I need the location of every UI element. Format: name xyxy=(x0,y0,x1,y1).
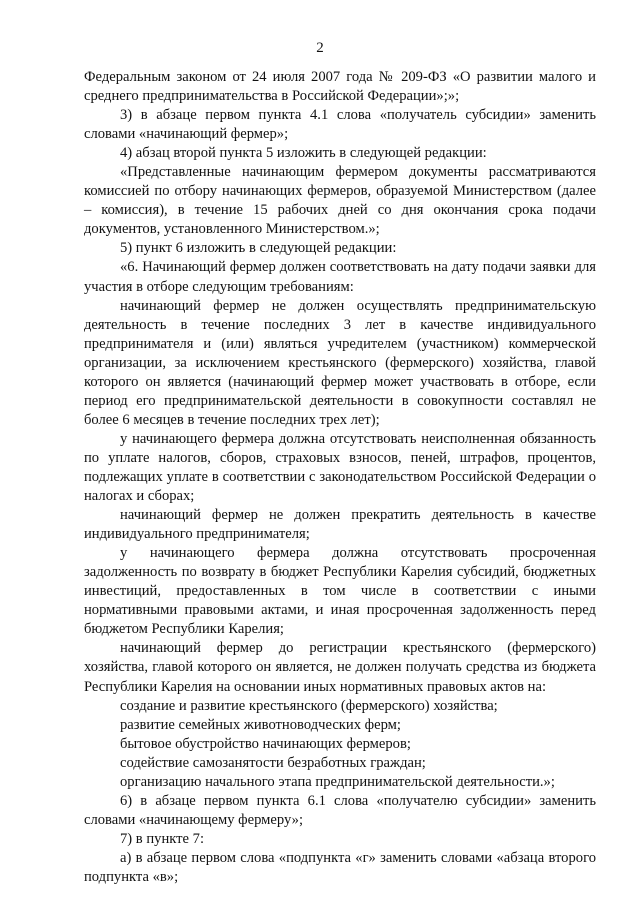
paragraph: «Представленные начинающим фермером документы рассматриваются комиссией по отбору начинающих фермеров, образуемой Министерством (далее – комиссия), в течение 15 рабочих дней со дня окончания срока подачи документов, установленного Министерством.»; xyxy=(84,164,596,238)
paragraph: начинающий фермер не должен осуществлять предпринимательскую деятельность в течение последних 3 лет в качестве индивидуального предпринимателя и (или) являться учредителем (участником) коммерческой организации, за исключением крестьянского (фермерского) хозяйства, главой которого он является (начинающий фермер может участвовать в отборе, если период его предпринимательской деятельности в совокупности составлял не более 6 месяцев в течение последних трех лет); xyxy=(84,297,596,428)
page-number: 2 xyxy=(316,40,324,56)
list-item: содействие самозанятости безработных граждан; xyxy=(120,754,426,771)
paragraph: Федеральным законом от 24 июля 2007 года № 209-ФЗ «О развитии малого и среднего предпринимательства в Российской Федерации»;»; xyxy=(84,69,596,105)
paragraph: 4) абзац второй пункта 5 изложить в следующей редакции: xyxy=(120,145,487,162)
list-item: организацию начального этапа предпринимательской деятельности.»; xyxy=(120,773,555,790)
paragraph: 7) в пункте 7: xyxy=(120,830,205,847)
paragraph: «6. Начинающий фермер должен соответствовать на дату подачи заявки для участия в отборе следующим требованиям: xyxy=(84,259,596,295)
paragraph: 3) в абзаце первом пункта 4.1 слова «получатель субсидии» заменить словами «начинающий фермер»; xyxy=(84,107,596,143)
list-item: бытовое обустройство начинающих фермеров; xyxy=(120,735,411,752)
paragraph: 6) в абзаце первом пункта 6.1 слова «получателю субсидии» заменить словами «начинающему фермеру»; xyxy=(84,792,596,828)
paragraph: у начинающего фермера должна отсутствовать неисполненная обязанность по уплате налогов, сборов, страховых взносов, пеней, штрафов, процентов, подлежащих уплате в соответствии с законодательством Российской Федерации о налогах и сборах; xyxy=(84,430,596,505)
paragraph: 5) пункт 6 изложить в следующей редакции: xyxy=(120,240,397,257)
paragraph: начинающий фермер до регистрации крестьянского (фермерского) хозяйства, главой которого он является, не должен получать средства из бюджета Республики Карелия на основании иных нормативных правовых актов на: xyxy=(84,640,596,695)
paragraph: у начинающего фермера должна отсутствовать просроченная задолженность по возврату в бюджет Республики Карелия субсидий, бюджетных инвестиций, предоставленных в том числе в соответствии с иными нормативными правовыми актами, и иная просроченная задолженность перед бюджетом Республики Карелия; xyxy=(84,545,596,638)
paragraph: начинающий фермер не должен прекратить деятельность в качестве индивидуального предпринимателя; xyxy=(84,507,596,543)
document-body xyxy=(84,68,596,887)
paragraph: а) в абзаце первом слова «подпункта «г» заменить словами «абзаца второго подпункта «в»; xyxy=(84,849,596,885)
list-item: развитие семейных животноводческих ферм; xyxy=(120,716,401,733)
list-item: создание и развитие крестьянского (фермерского) хозяйства; xyxy=(120,697,498,714)
